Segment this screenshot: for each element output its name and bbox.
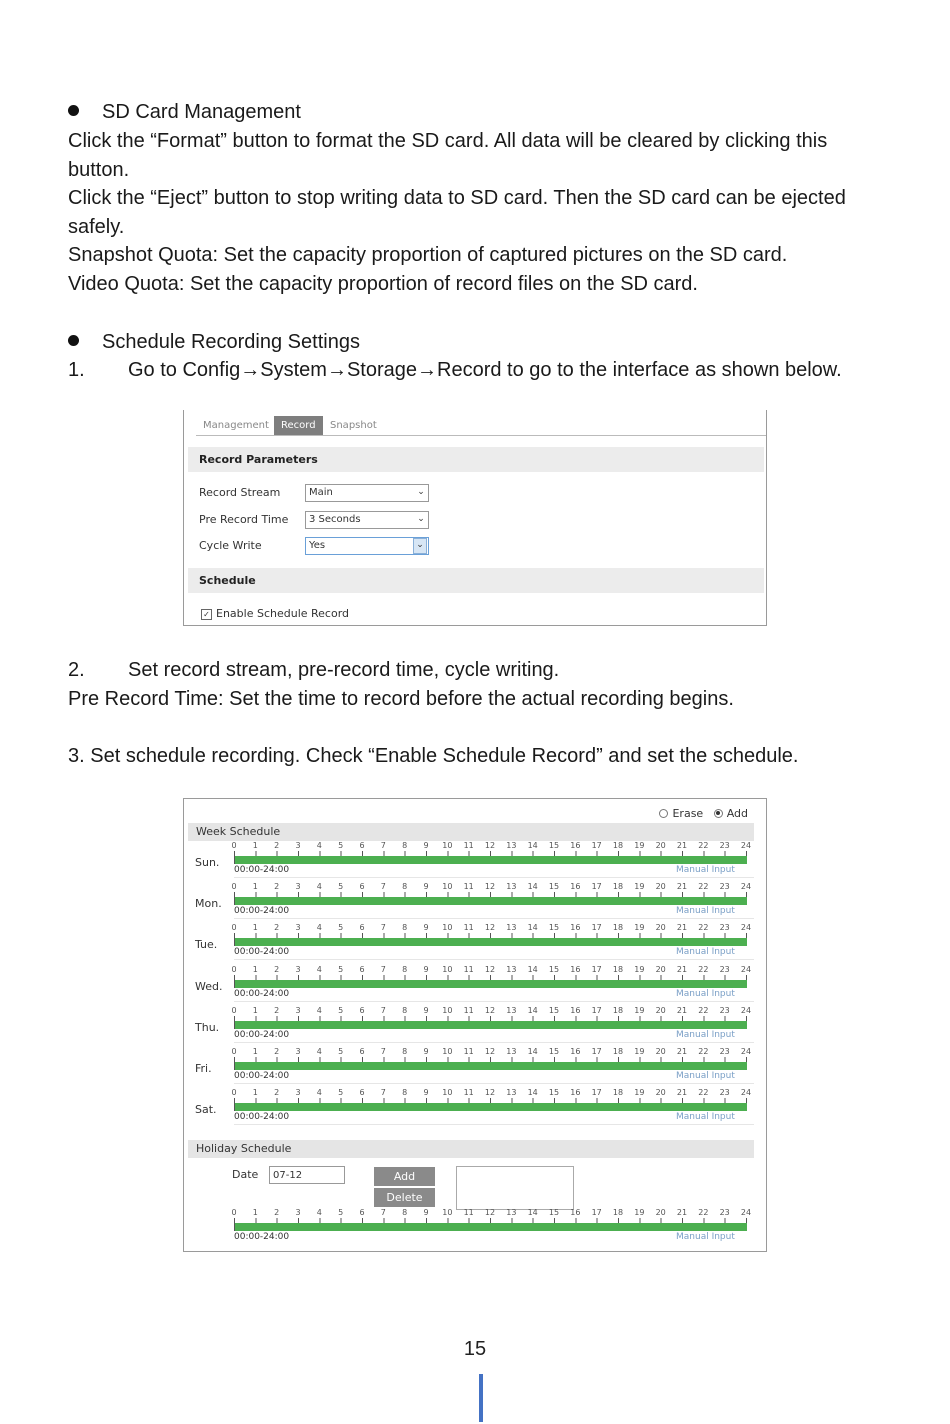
hour-label: 0 <box>231 841 237 850</box>
manual-input-link[interactable]: Manual Input <box>676 988 735 999</box>
schedule-title: Schedule <box>188 568 764 593</box>
manual-input-link[interactable]: Manual Input <box>676 906 735 917</box>
hour-scale <box>231 1208 752 1218</box>
schedule-bar[interactable] <box>234 897 747 905</box>
radio-selected-icon <box>714 809 723 818</box>
hour-label: 12 <box>484 841 496 850</box>
hour-label: 15 <box>548 1005 560 1015</box>
hour-label: 21 <box>676 923 688 933</box>
schedule-bar[interactable] <box>234 938 747 946</box>
hour-label: 14 <box>527 923 538 933</box>
hour-label: 21 <box>676 841 688 850</box>
record-parameters-title: Record Parameters <box>188 447 764 472</box>
page-number: 15 <box>463 1338 487 1360</box>
hour-label: 21 <box>676 964 688 974</box>
hour-label: 19 <box>634 841 645 850</box>
hour-label: 20 <box>655 1208 666 1217</box>
hour-scale <box>231 1088 752 1098</box>
manual-input-link[interactable]: Manual Input <box>676 1071 735 1081</box>
chevron-down-icon: ⌄ <box>417 514 425 524</box>
hour-label: 4 <box>316 1208 322 1217</box>
hour-label: 0 <box>231 1088 237 1098</box>
chevron-down-icon: ⌄ <box>417 487 425 497</box>
hour-label: 13 <box>506 841 517 850</box>
hour-label: 5 <box>338 1047 344 1056</box>
hour-label: 16 <box>570 1088 581 1098</box>
hour-label: 10 <box>442 841 453 850</box>
day-row <box>184 1088 766 1129</box>
week-schedule-title: Week Schedule <box>188 823 754 841</box>
hour-label: 23 <box>719 841 730 850</box>
schedule-bar[interactable] <box>234 980 747 988</box>
hour-label: 13 <box>506 1047 517 1056</box>
hour-label: 0 <box>231 964 237 974</box>
time-range: 00:00-24:00 <box>234 865 290 875</box>
hour-label: 24 <box>740 841 752 850</box>
hour-label: 23 <box>719 964 730 974</box>
hour-label: 9 <box>423 964 429 974</box>
hour-label: 17 <box>591 882 602 892</box>
hour-label: 10 <box>442 923 453 933</box>
hour-label: 13 <box>506 882 517 892</box>
hour-label: 1 <box>252 964 258 974</box>
hour-label: 8 <box>402 841 408 850</box>
hour-label: 23 <box>719 882 730 892</box>
hour-label: 14 <box>527 882 538 892</box>
record-stream-select[interactable]: Main ⌄ <box>305 484 429 502</box>
add-radio[interactable]: Add <box>714 807 748 820</box>
hour-label: 14 <box>527 1047 538 1056</box>
hour-label: 4 <box>316 882 322 892</box>
time-range: 00:00-24:00 <box>234 906 290 917</box>
schedule-bar[interactable] <box>234 1062 747 1070</box>
hour-label: 12 <box>484 964 496 974</box>
hour-label: 2 <box>274 882 280 892</box>
snapshot-quota-paragraph: Snapshot Quota: Set the capacity proportion of captured pictures on the SD card. <box>68 244 788 266</box>
schedule-screenshot <box>183 798 767 1252</box>
hour-label: 7 <box>380 1088 386 1098</box>
hour-label: 22 <box>698 923 709 933</box>
hour-label: 5 <box>338 923 344 933</box>
bullet-icon <box>68 335 79 346</box>
hour-label: 22 <box>698 964 709 974</box>
hour-label: 16 <box>570 923 581 933</box>
hour-label: 2 <box>274 964 280 974</box>
hour-label: 11 <box>463 882 474 892</box>
radio-icon <box>659 809 668 818</box>
hour-label: 19 <box>634 1088 645 1098</box>
hour-label: 1 <box>252 1088 258 1098</box>
eject-paragraph: Click the “Eject” button to stop writing data to SD card. Then the SD card can be ejected safely. <box>68 187 846 238</box>
hour-label: 20 <box>655 1088 666 1098</box>
day-label: Sun. <box>195 856 220 869</box>
hour-label: 4 <box>316 1047 322 1056</box>
row-divider <box>234 1083 754 1084</box>
time-range: 00:00-24:00 <box>234 947 290 958</box>
hour-label: 17 <box>591 1005 602 1015</box>
sd-card-heading: SD Card Management <box>68 98 301 127</box>
hour-label: 11 <box>463 964 474 974</box>
hour-label: 8 <box>402 1088 408 1098</box>
delete-button[interactable]: Delete <box>374 1188 435 1207</box>
hour-label: 23 <box>719 1047 730 1056</box>
hour-label: 0 <box>231 1005 237 1015</box>
hour-label: 23 <box>719 923 730 933</box>
hour-label: 21 <box>676 1047 688 1056</box>
hour-label: 6 <box>359 1047 365 1056</box>
hour-label: 18 <box>612 923 624 933</box>
hour-label: 5 <box>338 841 344 850</box>
cycle-write-select[interactable]: Yes ⌄ <box>305 537 429 555</box>
hour-label: 6 <box>359 882 365 892</box>
hour-label: 23 <box>719 1088 730 1098</box>
hour-label: 20 <box>655 1005 666 1015</box>
day-row <box>184 923 766 964</box>
pre-record-time-label: Pre Record Time <box>199 513 289 526</box>
hour-label: 8 <box>402 964 408 974</box>
hour-label: 3 <box>295 1088 301 1098</box>
hour-label: 5 <box>338 1208 344 1217</box>
hour-label: 9 <box>423 1208 429 1217</box>
row-divider <box>234 918 754 919</box>
add-button[interactable]: Add <box>374 1167 435 1186</box>
hour-label: 24 <box>740 964 752 974</box>
hour-label: 21 <box>676 1005 688 1015</box>
page-rule <box>479 1374 483 1422</box>
hour-label: 5 <box>338 1088 344 1098</box>
hour-label: 8 <box>402 1047 408 1056</box>
hour-label: 6 <box>359 1088 365 1098</box>
hour-label: 18 <box>612 1208 624 1217</box>
hour-label: 17 <box>591 1208 602 1217</box>
holiday-date-list[interactable] <box>456 1166 574 1210</box>
holiday-manual-input-link[interactable]: Manual Input <box>676 1232 735 1242</box>
hour-label: 1 <box>252 882 258 892</box>
hour-label: 22 <box>698 882 709 892</box>
hour-scale <box>231 841 752 851</box>
hour-label: 9 <box>423 1005 429 1015</box>
hour-label: 17 <box>591 841 602 850</box>
hour-label: 18 <box>612 964 624 974</box>
hour-label: 1 <box>252 923 258 933</box>
format-paragraph: Click the “Format” button to format the SD card. All data will be cleared by clicking this button. <box>68 130 828 181</box>
day-row <box>184 965 766 1006</box>
hour-label: 4 <box>316 1005 322 1015</box>
hour-label: 5 <box>338 964 344 974</box>
hour-label: 14 <box>527 1088 538 1098</box>
hour-label: 8 <box>402 882 408 892</box>
row-divider <box>234 877 754 878</box>
hour-label: 22 <box>698 1047 709 1056</box>
day-row <box>184 841 766 882</box>
hour-label: 11 <box>463 1208 474 1217</box>
hour-label: 18 <box>612 882 624 892</box>
hour-label: 14 <box>527 1005 538 1015</box>
hour-label: 17 <box>591 964 602 974</box>
day-label: Thu. <box>195 1020 220 1034</box>
day-label: Fri. <box>195 1062 212 1075</box>
hour-scale <box>231 1047 752 1057</box>
hour-label: 7 <box>380 841 386 850</box>
cycle-write-label: Cycle Write <box>199 539 262 552</box>
hour-label: 23 <box>719 1208 730 1217</box>
hour-label: 0 <box>231 882 237 892</box>
hour-label: 16 <box>570 1005 581 1015</box>
hour-label: 3 <box>295 1047 301 1056</box>
record-stream-label: Record Stream <box>199 486 281 499</box>
hour-label: 9 <box>423 882 429 892</box>
hour-label: 7 <box>380 1208 386 1217</box>
day-label: Mon. <box>195 897 222 911</box>
hour-label: 16 <box>570 882 581 892</box>
hour-label: 7 <box>380 1005 386 1015</box>
hour-label: 13 <box>506 1005 517 1015</box>
hour-label: 16 <box>570 964 581 974</box>
tab-management[interactable]: Management <box>203 420 269 431</box>
hour-label: 17 <box>591 1047 602 1056</box>
day-label: Sat. <box>195 1103 217 1117</box>
hour-scale <box>231 882 752 892</box>
hour-label: 16 <box>570 1208 581 1217</box>
hour-label: 10 <box>442 1005 453 1015</box>
day-label: Tue. <box>195 938 218 952</box>
hour-label: 14 <box>527 964 538 974</box>
manual-input-link[interactable]: Manual Input <box>676 1112 735 1123</box>
time-range: 00:00-24:00 <box>234 988 290 999</box>
hour-label: 4 <box>316 841 322 850</box>
hour-label: 3 <box>295 964 301 974</box>
hour-label: 7 <box>380 964 386 974</box>
hour-label: 17 <box>591 923 602 933</box>
hour-label: 2 <box>274 1047 280 1056</box>
step-3: 3. Set schedule recording. Check “Enable Schedule Record” and set the schedule. <box>68 745 799 767</box>
tab-record[interactable]: Record <box>274 416 323 435</box>
hour-label: 15 <box>548 1047 560 1056</box>
hour-label: 7 <box>380 1047 386 1056</box>
hour-label: 14 <box>527 1208 538 1217</box>
hour-label: 9 <box>423 841 429 850</box>
hour-label: 16 <box>570 841 581 850</box>
row-divider <box>234 1001 754 1002</box>
hour-label: 18 <box>612 1047 624 1056</box>
hour-label: 3 <box>295 1208 301 1217</box>
chevron-down-icon: ⌄ <box>413 538 427 554</box>
hour-label: 0 <box>231 1047 237 1056</box>
hour-label: 12 <box>484 1005 496 1015</box>
checkmark-icon: ✓ <box>201 609 212 620</box>
hour-label: 18 <box>612 1005 624 1015</box>
hour-label: 19 <box>634 964 645 974</box>
hour-label: 8 <box>402 1208 408 1217</box>
hour-label: 6 <box>359 923 365 933</box>
hour-label: 4 <box>316 923 322 933</box>
hour-label: 12 <box>484 1047 496 1056</box>
hour-label: 9 <box>423 1047 429 1056</box>
hour-label: 17 <box>591 1088 602 1098</box>
hour-label: 15 <box>548 882 560 892</box>
hour-label: 11 <box>463 1088 474 1098</box>
date-label: Date <box>232 1168 259 1181</box>
video-quota-paragraph: Video Quota: Set the capacity proportion of record files on the SD card. <box>68 273 698 295</box>
bullet-icon <box>68 105 79 116</box>
hour-label: 24 <box>740 1005 752 1015</box>
hour-label: 22 <box>698 1088 709 1098</box>
hour-label: 15 <box>548 1208 560 1217</box>
holiday-schedule-bar[interactable] <box>234 1223 747 1231</box>
hour-label: 2 <box>274 841 280 850</box>
hour-label: 24 <box>740 1208 752 1217</box>
row-divider <box>234 959 754 960</box>
hour-label: 18 <box>612 841 624 850</box>
hour-label: 1 <box>252 1208 258 1217</box>
hour-label: 0 <box>231 1208 237 1217</box>
hour-label: 3 <box>295 882 301 892</box>
hour-label: 19 <box>634 1005 645 1015</box>
manual-input-link[interactable]: Manual Input <box>676 865 735 875</box>
hour-label: 12 <box>484 1208 496 1217</box>
hour-label: 11 <box>463 841 474 850</box>
schedule-heading: Schedule Recording Settings <box>68 328 360 357</box>
hour-label: 3 <box>295 923 301 933</box>
hour-label: 21 <box>676 1088 688 1098</box>
erase-radio[interactable]: Erase <box>659 807 703 820</box>
hour-label: 24 <box>740 923 752 933</box>
hour-label: 7 <box>380 923 386 933</box>
hour-label: 14 <box>527 841 538 850</box>
hour-label: 12 <box>484 1088 496 1098</box>
hour-label: 19 <box>634 882 645 892</box>
hour-label: 0 <box>231 923 237 933</box>
day-row <box>184 882 766 923</box>
manual-input-link[interactable]: Manual Input <box>676 1029 735 1040</box>
hour-label: 7 <box>380 882 386 892</box>
hour-label: 11 <box>463 1047 474 1056</box>
hour-label: 18 <box>612 1088 624 1098</box>
hour-label: 13 <box>506 923 517 933</box>
hour-label: 15 <box>548 923 560 933</box>
row-divider <box>234 1124 754 1125</box>
manual-input-link[interactable]: Manual Input <box>676 947 735 958</box>
hour-label: 1 <box>252 841 258 850</box>
holiday-time-range: 00:00-24:00 <box>234 1232 290 1242</box>
hour-label: 12 <box>484 923 496 933</box>
hour-label: 21 <box>676 1208 688 1217</box>
hour-label: 19 <box>634 1208 645 1217</box>
hour-label: 22 <box>698 1005 709 1015</box>
hour-label: 10 <box>442 1047 453 1056</box>
hour-label: 16 <box>570 1047 581 1056</box>
hour-label: 19 <box>634 1047 645 1056</box>
day-row <box>184 1047 766 1088</box>
step-2: 2. Set record stream, pre-record time, cycle writing. <box>68 659 560 681</box>
day-row <box>184 1006 766 1047</box>
pre-record-note: Pre Record Time: Set the time to record before the actual recording begins. <box>68 688 734 710</box>
hour-label: 15 <box>548 841 560 850</box>
erase-add-toggle <box>659 807 748 820</box>
hour-label: 24 <box>740 1088 752 1098</box>
hour-label: 3 <box>295 841 301 850</box>
schedule-bar[interactable] <box>234 1021 747 1029</box>
holiday-timeline <box>184 1208 766 1249</box>
hour-label: 10 <box>442 964 453 974</box>
hour-label: 22 <box>698 1208 709 1217</box>
hour-label: 1 <box>252 1047 258 1056</box>
hour-label: 15 <box>548 1088 560 1098</box>
hour-label: 12 <box>484 882 496 892</box>
hour-label: 2 <box>274 923 280 933</box>
hour-label: 6 <box>359 841 365 850</box>
hour-label: 10 <box>442 882 453 892</box>
hour-label: 9 <box>423 923 429 933</box>
hour-label: 20 <box>655 841 666 850</box>
hour-label: 2 <box>274 1208 280 1217</box>
hour-label: 4 <box>316 964 322 974</box>
day-label: Wed. <box>195 979 223 993</box>
hour-label: 20 <box>655 923 666 933</box>
hour-scale <box>231 964 752 975</box>
schedule-bar[interactable] <box>234 1103 747 1111</box>
hour-label: 13 <box>506 964 517 974</box>
hour-label: 11 <box>463 923 474 933</box>
tab-snapshot[interactable]: Snapshot <box>330 420 377 431</box>
record-settings-screenshot <box>183 410 767 626</box>
hour-label: 20 <box>655 882 666 892</box>
hour-label: 23 <box>719 1005 730 1015</box>
hour-label: 10 <box>442 1088 453 1098</box>
hour-label: 13 <box>506 1208 517 1217</box>
hour-label: 3 <box>295 1005 301 1015</box>
hour-label: 24 <box>740 882 752 892</box>
tab-bar <box>196 416 766 436</box>
hour-label: 2 <box>274 1005 280 1015</box>
enable-schedule-record-checkbox[interactable]: ✓ Enable Schedule Record <box>201 607 349 620</box>
hour-label: 19 <box>634 923 645 933</box>
hour-label: 5 <box>338 1005 344 1015</box>
hour-label: 8 <box>402 923 408 933</box>
pre-record-time-select[interactable]: 3 Seconds ⌄ <box>305 511 429 529</box>
holiday-schedule-title: Holiday Schedule <box>188 1140 754 1158</box>
hour-label: 20 <box>655 1047 666 1056</box>
hour-scale <box>231 923 752 933</box>
hour-label: 6 <box>359 964 365 974</box>
hour-label: 6 <box>359 1005 365 1015</box>
date-input[interactable]: 07-12 <box>269 1166 345 1184</box>
hour-label: 15 <box>548 964 560 974</box>
hour-label: 11 <box>463 1005 474 1015</box>
time-range: 00:00-24:00 <box>234 1071 290 1081</box>
hour-label: 9 <box>423 1088 429 1098</box>
hour-label: 22 <box>698 841 709 850</box>
hour-label: 1 <box>252 1005 258 1015</box>
row-divider <box>234 1042 754 1043</box>
hour-scale <box>231 1005 752 1016</box>
hour-label: 24 <box>740 1047 752 1056</box>
time-range: 00:00-24:00 <box>234 1029 290 1040</box>
schedule-bar[interactable] <box>234 856 747 864</box>
hour-label: 13 <box>506 1088 517 1098</box>
hour-label: 2 <box>274 1088 280 1098</box>
hour-label: 21 <box>676 882 688 892</box>
time-range: 00:00-24:00 <box>234 1112 290 1123</box>
step-1: 1. Go to Config→System→Storage→Record to go to the interface as shown below. <box>68 359 842 381</box>
hour-label: 10 <box>442 1208 453 1217</box>
hour-label: 8 <box>402 1005 408 1015</box>
hour-label: 20 <box>655 964 666 974</box>
hour-label: 4 <box>316 1088 322 1098</box>
hour-label: 5 <box>338 882 344 892</box>
hour-label: 6 <box>359 1208 365 1217</box>
